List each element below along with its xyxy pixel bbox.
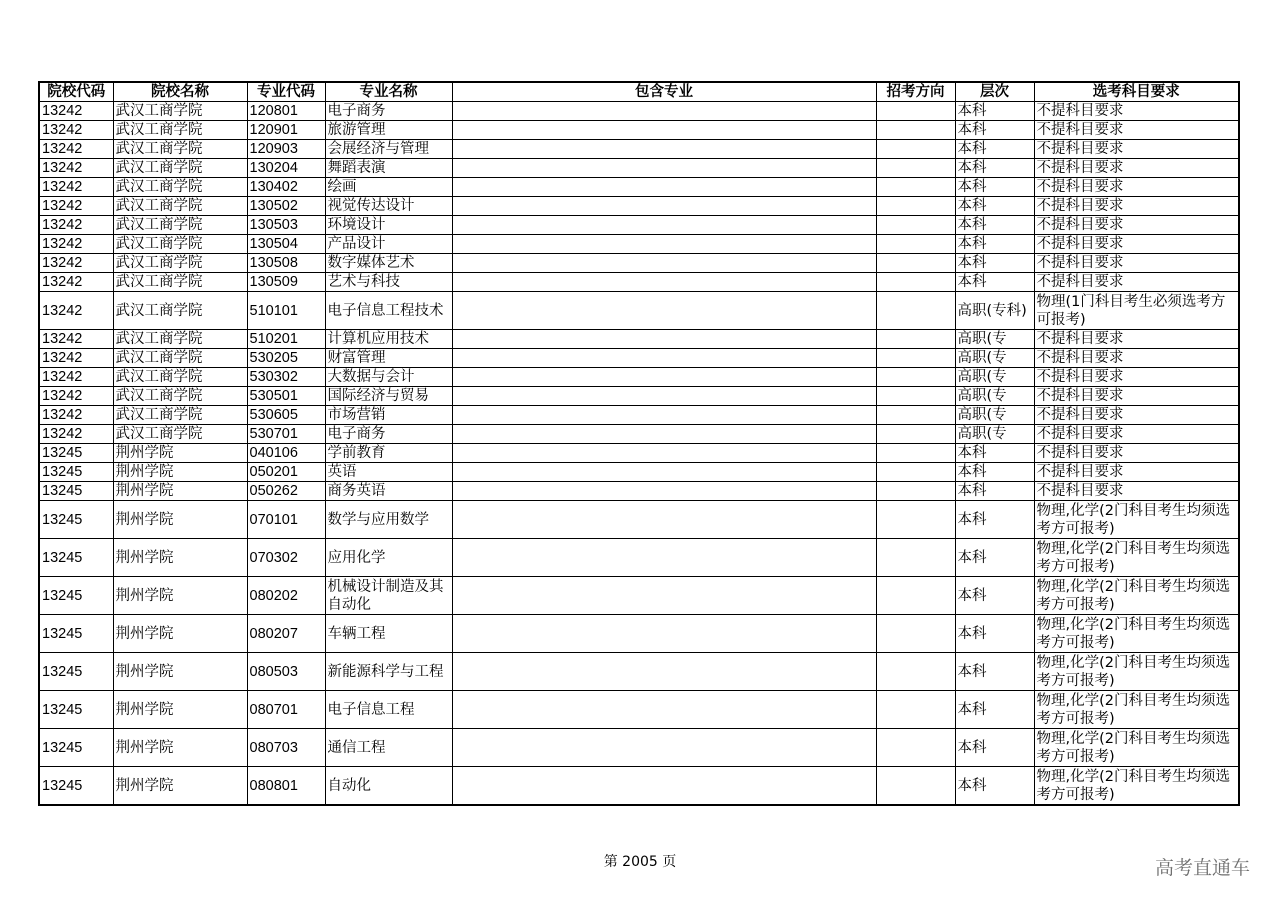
cell-school-code: 13245 [39,691,113,729]
cell-level: 本科 [955,691,1034,729]
cell-major-code: 530701 [247,425,325,444]
cell-major-name: 绘画 [325,178,452,197]
cell-major-name: 视觉传达设计 [325,197,452,216]
cell-included-majors [452,235,876,254]
cell-direction [876,691,955,729]
cell-major-code: 050201 [247,463,325,482]
cell-school-code: 13242 [39,292,113,330]
table-row [39,444,1239,463]
cell-school-name: 荆州学院 [113,444,247,463]
cell-school-name: 武汉工商学院 [113,159,247,178]
cell-direction [876,615,955,653]
table-row [39,463,1239,482]
cell-direction [876,387,955,406]
cell-subject-requirement: 不提科目要求 [1034,273,1239,292]
cell-subject-requirement: 物理,化学(2门科目考生均须选考方可报考) [1034,653,1239,691]
header-school-code: 院校代码 [39,82,113,102]
cell-direction [876,482,955,501]
cell-school-code: 13242 [39,330,113,349]
cell-major-code: 130509 [247,273,325,292]
cell-subject-requirement: 不提科目要求 [1034,482,1239,501]
cell-included-majors [452,178,876,197]
cell-included-majors [452,102,876,121]
cell-direction [876,292,955,330]
table-row [39,729,1239,767]
cell-level: 本科 [955,539,1034,577]
table-row [39,121,1239,140]
cell-school-code: 13242 [39,235,113,254]
cell-included-majors [452,159,876,178]
cell-included-majors [452,330,876,349]
cell-major-name: 数学与应用数学 [325,501,452,539]
cell-subject-requirement: 物理(1门科目考生必须选考方可报考) [1034,292,1239,330]
cell-major-code: 530605 [247,406,325,425]
cell-level: 本科 [955,140,1034,159]
cell-major-name: 计算机应用技术 [325,330,452,349]
cell-subject-requirement: 物理,化学(2门科目考生均须选考方可报考) [1034,691,1239,729]
cell-level: 本科 [955,729,1034,767]
cell-direction [876,767,955,806]
cell-major-code: 530501 [247,387,325,406]
cell-major-code: 050262 [247,482,325,501]
cell-major-code: 080202 [247,577,325,615]
cell-school-name: 武汉工商学院 [113,425,247,444]
cell-major-code: 080701 [247,691,325,729]
cell-school-name: 武汉工商学院 [113,216,247,235]
cell-included-majors [452,482,876,501]
cell-level: 本科 [955,121,1034,140]
cell-major-code: 130508 [247,254,325,273]
cell-school-name: 武汉工商学院 [113,102,247,121]
cell-level: 高职(专科) [955,292,1034,330]
cell-school-name: 武汉工商学院 [113,254,247,273]
cell-subject-requirement: 不提科目要求 [1034,463,1239,482]
table-row [39,691,1239,729]
cell-included-majors [452,387,876,406]
cell-major-code: 130402 [247,178,325,197]
cell-major-name: 财富管理 [325,349,452,368]
cell-major-name: 市场营销 [325,406,452,425]
cell-level: 本科 [955,615,1034,653]
cell-subject-requirement: 不提科目要求 [1034,368,1239,387]
cell-major-code: 080801 [247,767,325,806]
cell-school-name: 武汉工商学院 [113,330,247,349]
cell-major-code: 530302 [247,368,325,387]
cell-major-name: 国际经济与贸易 [325,387,452,406]
cell-direction [876,539,955,577]
cell-school-code: 13242 [39,140,113,159]
cell-school-code: 13242 [39,216,113,235]
cell-major-code: 070302 [247,539,325,577]
cell-included-majors [452,444,876,463]
table-row [39,482,1239,501]
cell-school-code: 13242 [39,368,113,387]
cell-school-name: 武汉工商学院 [113,140,247,159]
cell-level: 本科 [955,235,1034,254]
cell-subject-requirement: 不提科目要求 [1034,140,1239,159]
cell-direction [876,121,955,140]
cell-direction [876,729,955,767]
cell-level: 本科 [955,273,1034,292]
cell-school-name: 武汉工商学院 [113,368,247,387]
cell-subject-requirement: 不提科目要求 [1034,425,1239,444]
cell-level: 高职(专 [955,368,1034,387]
cell-major-name: 大数据与会计 [325,368,452,387]
cell-school-name: 武汉工商学院 [113,349,247,368]
cell-school-name: 荆州学院 [113,463,247,482]
table-row [39,767,1239,806]
cell-major-name: 自动化 [325,767,452,806]
cell-included-majors [452,729,876,767]
cell-major-name: 艺术与科技 [325,273,452,292]
header-direction: 招考方向 [876,82,955,102]
cell-major-code: 120801 [247,102,325,121]
cell-school-name: 武汉工商学院 [113,273,247,292]
cell-included-majors [452,463,876,482]
cell-school-name: 荆州学院 [113,539,247,577]
cell-level: 本科 [955,463,1034,482]
cell-subject-requirement: 不提科目要求 [1034,216,1239,235]
cell-school-code: 13242 [39,349,113,368]
header-included-majors: 包含专业 [452,82,876,102]
cell-school-name: 荆州学院 [113,767,247,806]
cell-subject-requirement: 物理,化学(2门科目考生均须选考方可报考) [1034,539,1239,577]
cell-direction [876,463,955,482]
cell-major-name: 电子信息工程 [325,691,452,729]
table-row [39,178,1239,197]
table-row [39,387,1239,406]
cell-major-name: 舞蹈表演 [325,159,452,178]
cell-included-majors [452,368,876,387]
cell-subject-requirement: 不提科目要求 [1034,349,1239,368]
cell-school-name: 武汉工商学院 [113,197,247,216]
cell-major-code: 510101 [247,292,325,330]
cell-school-code: 13245 [39,729,113,767]
cell-major-code: 130502 [247,197,325,216]
table-row [39,539,1239,577]
cell-school-code: 13242 [39,197,113,216]
cell-school-name: 荆州学院 [113,729,247,767]
cell-direction [876,159,955,178]
table-row [39,425,1239,444]
cell-included-majors [452,425,876,444]
cell-school-name: 荆州学院 [113,615,247,653]
cell-level: 高职(专 [955,387,1034,406]
cell-subject-requirement: 不提科目要求 [1034,387,1239,406]
cell-major-name: 英语 [325,463,452,482]
cell-major-code: 530205 [247,349,325,368]
cell-direction [876,235,955,254]
cell-major-name: 产品设计 [325,235,452,254]
cell-level: 本科 [955,159,1034,178]
cell-subject-requirement: 物理,化学(2门科目考生均须选考方可报考) [1034,615,1239,653]
cell-direction [876,178,955,197]
cell-included-majors [452,539,876,577]
cell-school-name: 武汉工商学院 [113,121,247,140]
cell-level: 本科 [955,178,1034,197]
cell-direction [876,254,955,273]
header-school-name: 院校名称 [113,82,247,102]
table-row [39,254,1239,273]
cell-subject-requirement: 不提科目要求 [1034,159,1239,178]
cell-major-name: 机械设计制造及其自动化 [325,577,452,615]
cell-included-majors [452,292,876,330]
cell-direction [876,425,955,444]
cell-school-code: 13242 [39,102,113,121]
header-level: 层次 [955,82,1034,102]
cell-direction [876,102,955,121]
table-row [39,159,1239,178]
cell-school-name: 荆州学院 [113,653,247,691]
header-major-name: 专业名称 [325,82,452,102]
cell-subject-requirement: 不提科目要求 [1034,254,1239,273]
cell-school-name: 荆州学院 [113,501,247,539]
cell-subject-requirement: 物理,化学(2门科目考生均须选考方可报考) [1034,501,1239,539]
table-row [39,577,1239,615]
cell-subject-requirement: 不提科目要求 [1034,178,1239,197]
admissions-table [38,81,1240,806]
cell-school-name: 武汉工商学院 [113,292,247,330]
cell-level: 本科 [955,444,1034,463]
cell-major-code: 080703 [247,729,325,767]
cell-major-name: 车辆工程 [325,615,452,653]
cell-school-code: 13245 [39,539,113,577]
table-row [39,653,1239,691]
cell-level: 本科 [955,102,1034,121]
cell-school-name: 荆州学院 [113,577,247,615]
table-row [39,235,1239,254]
cell-direction [876,653,955,691]
table-row [39,330,1239,349]
cell-school-code: 13242 [39,121,113,140]
table-row [39,368,1239,387]
cell-included-majors [452,216,876,235]
cell-major-name: 通信工程 [325,729,452,767]
cell-included-majors [452,691,876,729]
cell-major-name: 旅游管理 [325,121,452,140]
cell-school-code: 13245 [39,501,113,539]
cell-major-name: 会展经济与管理 [325,140,452,159]
cell-major-code: 130204 [247,159,325,178]
table-row [39,501,1239,539]
cell-subject-requirement: 不提科目要求 [1034,197,1239,216]
table-row [39,273,1239,292]
cell-subject-requirement: 不提科目要求 [1034,235,1239,254]
cell-included-majors [452,767,876,806]
cell-school-code: 13242 [39,273,113,292]
cell-school-code: 13245 [39,444,113,463]
cell-school-code: 13245 [39,615,113,653]
cell-major-name: 应用化学 [325,539,452,577]
cell-level: 本科 [955,254,1034,273]
header-major-code: 专业代码 [247,82,325,102]
cell-major-code: 130503 [247,216,325,235]
cell-major-code: 080207 [247,615,325,653]
cell-direction [876,368,955,387]
cell-subject-requirement: 物理,化学(2门科目考生均须选考方可报考) [1034,729,1239,767]
cell-major-name: 环境设计 [325,216,452,235]
cell-school-code: 13242 [39,159,113,178]
cell-school-code: 13245 [39,482,113,501]
cell-level: 本科 [955,501,1034,539]
cell-major-code: 120901 [247,121,325,140]
cell-major-code: 070101 [247,501,325,539]
cell-major-code: 080503 [247,653,325,691]
cell-level: 高职(专 [955,349,1034,368]
cell-direction [876,216,955,235]
cell-level: 本科 [955,197,1034,216]
cell-school-code: 13245 [39,463,113,482]
cell-major-code: 130504 [247,235,325,254]
cell-school-code: 13242 [39,254,113,273]
cell-school-name: 武汉工商学院 [113,406,247,425]
cell-level: 本科 [955,216,1034,235]
cell-included-majors [452,197,876,216]
cell-subject-requirement: 不提科目要求 [1034,102,1239,121]
cell-level: 本科 [955,653,1034,691]
cell-level: 高职(专 [955,425,1034,444]
cell-direction [876,330,955,349]
table-row [39,140,1239,159]
cell-direction [876,273,955,292]
cell-included-majors [452,273,876,292]
cell-direction [876,197,955,216]
cell-included-majors [452,140,876,159]
table-row [39,216,1239,235]
table-row [39,197,1239,216]
cell-major-name: 学前教育 [325,444,452,463]
cell-subject-requirement: 物理,化学(2门科目考生均须选考方可报考) [1034,577,1239,615]
cell-included-majors [452,615,876,653]
cell-school-code: 13242 [39,387,113,406]
table-row [39,615,1239,653]
cell-level: 本科 [955,577,1034,615]
header-subject-requirement: 选考科目要求 [1034,82,1239,102]
cell-major-code: 120903 [247,140,325,159]
cell-school-name: 武汉工商学院 [113,387,247,406]
cell-level: 高职(专 [955,330,1034,349]
watermark: 高考直通车 [1154,857,1250,879]
cell-included-majors [452,501,876,539]
cell-major-name: 电子商务 [325,425,452,444]
table-row [39,349,1239,368]
cell-school-name: 武汉工商学院 [113,178,247,197]
cell-school-code: 13242 [39,406,113,425]
cell-subject-requirement: 不提科目要求 [1034,121,1239,140]
header-row [39,82,1239,102]
cell-major-name: 商务英语 [325,482,452,501]
cell-school-name: 荆州学院 [113,691,247,729]
cell-direction [876,349,955,368]
cell-level: 本科 [955,482,1034,501]
cell-school-code: 13245 [39,577,113,615]
cell-direction [876,501,955,539]
table-row [39,406,1239,425]
cell-major-name: 新能源科学与工程 [325,653,452,691]
cell-school-code: 13245 [39,767,113,806]
cell-included-majors [452,349,876,368]
cell-major-code: 510201 [247,330,325,349]
cell-subject-requirement: 不提科目要求 [1034,406,1239,425]
cell-subject-requirement: 物理,化学(2门科目考生均须选考方可报考) [1034,767,1239,806]
cell-school-code: 13242 [39,178,113,197]
cell-major-name: 数字媒体艺术 [325,254,452,273]
cell-direction [876,406,955,425]
cell-subject-requirement: 不提科目要求 [1034,444,1239,463]
cell-included-majors [452,577,876,615]
cell-school-name: 武汉工商学院 [113,235,247,254]
cell-subject-requirement: 不提科目要求 [1034,330,1239,349]
cell-included-majors [452,653,876,691]
cell-included-majors [452,121,876,140]
cell-level: 本科 [955,767,1034,806]
table-row [39,102,1239,121]
page-number: 第 2005 页 [603,854,677,870]
cell-direction [876,140,955,159]
cell-school-code: 13242 [39,425,113,444]
cell-major-code: 040106 [247,444,325,463]
cell-direction [876,577,955,615]
cell-major-name: 电子商务 [325,102,452,121]
cell-school-code: 13245 [39,653,113,691]
cell-major-name: 电子信息工程技术 [325,292,452,330]
table-body [39,102,1239,806]
cell-included-majors [452,254,876,273]
cell-included-majors [452,406,876,425]
cell-direction [876,444,955,463]
cell-level: 高职(专 [955,406,1034,425]
table-row [39,292,1239,330]
cell-school-name: 荆州学院 [113,482,247,501]
